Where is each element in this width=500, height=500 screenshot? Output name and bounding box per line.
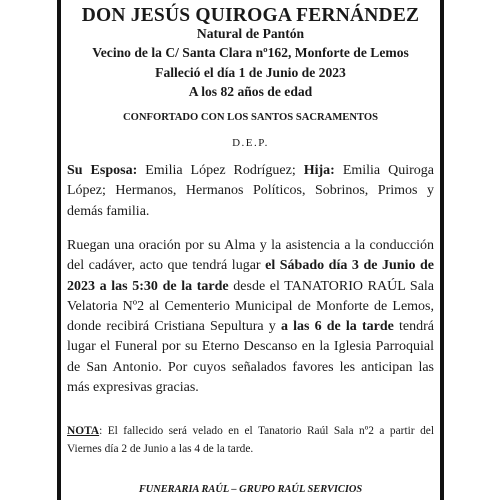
deceased-name: DON JESÚS QUIROGA FERNÁNDEZ bbox=[81, 5, 420, 26]
death-date-line: Falleció el día 1 de Junio de 2023 bbox=[155, 65, 346, 80]
spouse-name: Emilia López Rodríguez; bbox=[137, 163, 304, 178]
funeral-text-2: desde el TANATORIO RAÚL Sala Velatoria Nº2 al Cementerio Municipal de Monforte de Lemos, donde recibirá Cristiana Sepultura y bbox=[67, 278, 435, 335]
age-line: A los 82 años de edad bbox=[188, 84, 313, 99]
notice-content bbox=[67, 0, 434, 500]
note-text: : El fallecido será velado en el Tanatorio Raúl Sala nº2 a partir del Viernes día 2 de Junio a las 4 de la tarde. bbox=[67, 425, 434, 455]
child-label: Hija: bbox=[303, 163, 335, 178]
spouse-label: Su Esposa: bbox=[67, 163, 138, 178]
funeral-mass-time: a las 6 de la tarde bbox=[280, 319, 394, 335]
funeral-text-1: Ruegan una oración por su Alma y la asistencia a la conducción del cadáver, acto que tendrá lugar bbox=[67, 238, 434, 274]
residence-line: Vecino de la C/ Santa Clara nº162, Monforte de Lemos bbox=[92, 45, 409, 60]
dep-line: D.E.P. bbox=[232, 137, 269, 149]
origin-line: Natural de Pantón bbox=[196, 26, 305, 41]
note-label: NOTA bbox=[67, 425, 100, 437]
family-rest: Emilia Quiroga López; Hermanos, Hermanos Políticos, Sobrinos, Primos y demás familia. bbox=[67, 163, 435, 219]
funeral-paragraph bbox=[67, 236, 434, 398]
note-paragraph bbox=[67, 422, 434, 458]
family-paragraph bbox=[67, 161, 434, 222]
sacraments-line: CONFORTADO CON LOS SANTOS SACRAMENTOS bbox=[122, 112, 379, 123]
funeral-home-footer: FUNERARIA RAÚL – GRUPO RAÚL SERVICIOS bbox=[138, 484, 363, 495]
left-border bbox=[57, 0, 61, 500]
funeral-date-time: el Sábado día 3 de Junio de 2023 a las 5:30 de la tarde bbox=[67, 258, 434, 294]
right-border bbox=[440, 0, 444, 500]
funeral-text-3: tendrá lugar el Funeral por su Eterno Descanso en la Iglesia Parroquial de San Antonio. Por cuyos señalados favores les anticipan las más expresivas gracias. bbox=[67, 319, 434, 396]
